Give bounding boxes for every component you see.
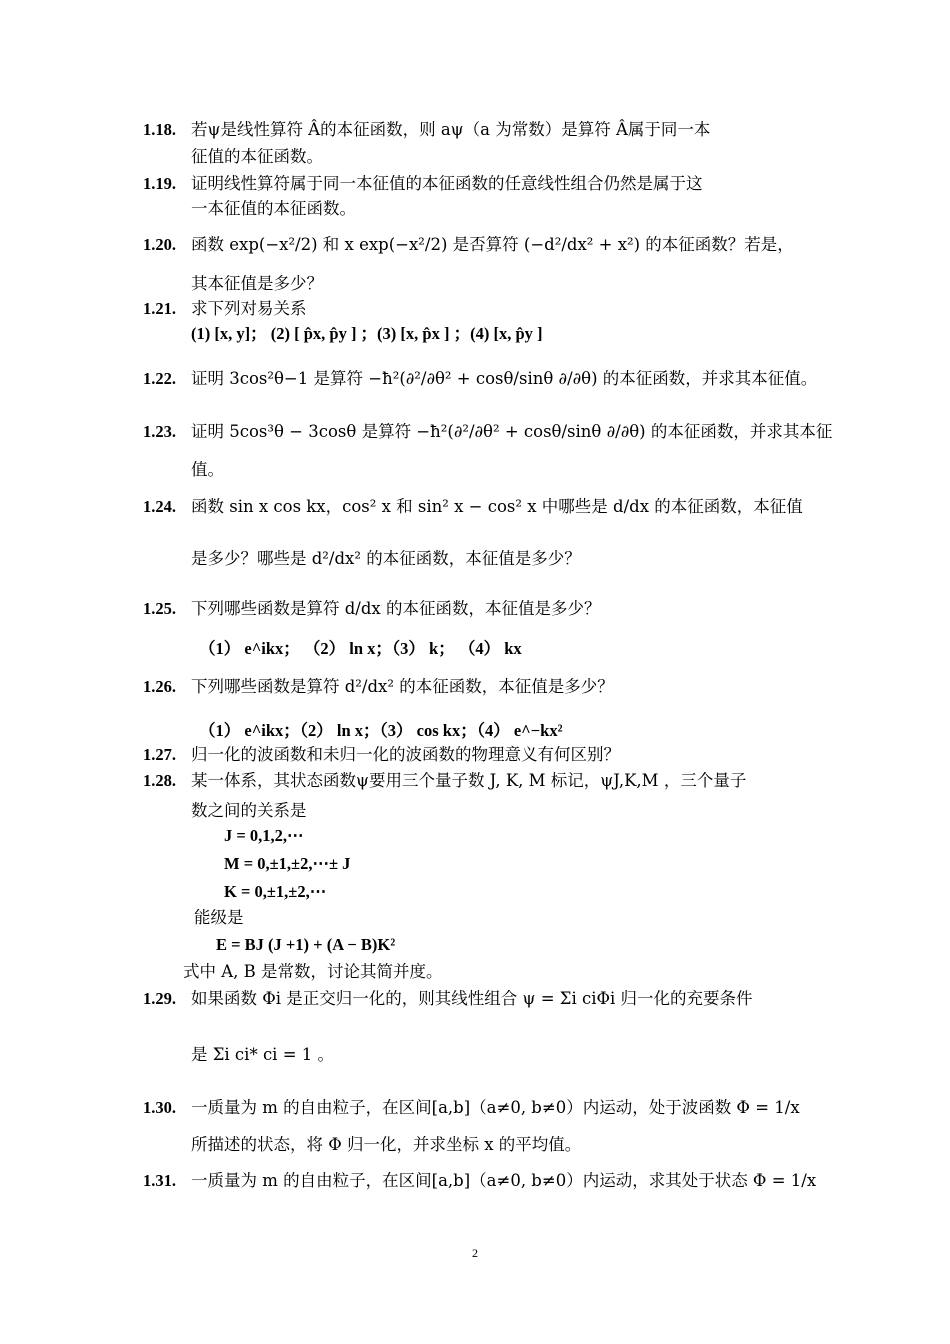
problem-1-23: 1.23. 证明 5cos³θ − 3cosθ 是算符 −ħ²(∂²/∂θ² + cosθ/sinθ ∂/∂θ) 的本征函数，并求其本征	[143, 422, 833, 441]
problem-1-20: 1.20. 函数 exp(−x²/2) 和 x exp(−x²/2) 是否算符 (−d²/dx² + x²) 的本征函数？若是，	[143, 235, 794, 254]
problem-1-26: 1.26. 下列哪些函数是算符 d²/dx² 的本征函数，本征值是多少？	[143, 677, 614, 696]
problem-1-25-line-2: （1） e^ikx； （2） ln x；（3） k； （4） kx	[199, 639, 522, 658]
problem-1-18-line-2: 征值的本征函数。	[191, 147, 323, 166]
problem-1-21-line-2: (1) [x, y]； (2) [ p̂x, p̂y ] ；(3) [x, p̂x ] ；(4) [x, p̂y ]	[191, 324, 543, 343]
problem-1-22: 1.22. 证明 3cos²θ−1 是算符 −ħ²(∂²/∂θ² + cosθ/sinθ ∂/∂θ) 的本征函数，并求其本征值。	[143, 369, 818, 388]
problem-1-25-line-1: 下列哪些函数是算符 d/dx 的本征函数，本征值是多少？	[191, 599, 601, 618]
problem-1-30: 1.30. 一质量为 m 的自由粒子，在区间[a,b]（a≠0, b≠0）内运动，处于波函数 Φ = 1/x	[143, 1098, 800, 1117]
problem-1-28-line-1: 某一体系，其状态函数ψ要用三个量子数 J, K, M 标记，ψJ,K,M ，三个量子	[191, 771, 747, 790]
problem-1-27-line-1: 归一化的波函数和未归一化的波函数的物理意义有何区别？	[191, 745, 620, 764]
problem-1-28-line-2: 数之间的关系是	[191, 801, 307, 820]
problem-1-21: 1.21. 求下列对易关系	[143, 299, 307, 318]
problem-1-23-line-2: 值。	[191, 460, 224, 479]
problem-1-30-line-2: 所描述的状态，将 Φ 归一化，并求坐标 x 的平均值。	[191, 1135, 582, 1154]
problem-1-29-line-1: 如果函数 Φi 是正交归一化的，则其线性组合 ψ = Σi ciΦi 归一化的充要条件	[191, 989, 753, 1008]
problem-1-20-line-1: 函数 exp(−x²/2) 和 x exp(−x²/2) 是否算符 (−d²/dx² + x²) 的本征函数？若是，	[191, 235, 794, 254]
problem-1-28-eq-energy: E = BJ (J +1) + (A − B)K²	[216, 935, 396, 954]
problem-1-29: 1.29. 如果函数 Φi 是正交归一化的，则其线性组合 ψ = Σi ciΦi 归一化的充要条件	[143, 989, 753, 1008]
problem-1-27: 1.27. 归一化的波函数和未归一化的波函数的物理意义有何区别？	[143, 745, 620, 764]
problem-1-25: 1.25. 下列哪些函数是算符 d/dx 的本征函数，本征值是多少？	[143, 599, 601, 618]
problem-1-18-line-1: 若ψ是线性算符 Â的本征函数，则 aψ（a 为常数）是算符 Â属于同一本	[191, 120, 711, 139]
problem-1-20-line-2: 其本征值是多少？	[191, 274, 323, 293]
problem-1-28-eq-k: K = 0,±1,±2,⋯	[224, 882, 327, 901]
problem-1-31: 1.31. 一质量为 m 的自由粒子，在区间[a,b]（a≠0, b≠0）内运动，求其处于状态 Φ = 1/x	[143, 1171, 817, 1190]
problem-1-28: 1.28. 某一体系，其状态函数ψ要用三个量子数 J, K, M 标记，ψJ,K,M ，三个量子	[143, 771, 747, 790]
problem-1-18: 1.18. 若ψ是线性算符 Â的本征函数，则 aψ（a 为常数）是算符 Â属于同一本	[143, 120, 711, 139]
problem-1-28-line-energy-label: 能级是	[194, 908, 244, 927]
problem-1-30-line-1: 一质量为 m 的自由粒子，在区间[a,b]（a≠0, b≠0）内运动，处于波函数 Φ = 1/x	[191, 1098, 800, 1117]
problem-1-22-line-1: 证明 3cos²θ−1 是算符 −ħ²(∂²/∂θ² + cosθ/sinθ ∂/∂θ) 的本征函数，并求其本征值。	[191, 369, 818, 388]
problem-1-21-line-1: 求下列对易关系	[191, 299, 307, 318]
problem-1-19-line-1: 证明线性算符属于同一本征值的本征函数的任意线性组合仍然是属于这	[191, 174, 703, 193]
problem-1-19-line-2: 一本征值的本征函数。	[191, 199, 356, 218]
problem-1-28-eq-m: M = 0,±1,±2,⋯± J	[224, 854, 351, 873]
problem-1-24: 1.24. 函数 sin x cos kx，cos² x 和 sin² x − cos² x 中哪些是 d/dx 的本征函数，本征值	[143, 497, 803, 516]
problem-1-26-line-1: 下列哪些函数是算符 d²/dx² 的本征函数，本征值是多少？	[191, 677, 614, 696]
problem-1-19: 1.19. 证明线性算符属于同一本征值的本征函数的任意线性组合仍然是属于这	[143, 174, 703, 193]
problem-1-29-line-2: 是 Σi ci* ci = 1 。	[191, 1045, 335, 1064]
problem-1-24-line-2: 是多少？哪些是 d²/dx² 的本征函数，本征值是多少？	[191, 549, 581, 568]
problem-1-23-line-1: 证明 5cos³θ − 3cosθ 是算符 −ħ²(∂²/∂θ² + cosθ/sinθ ∂/∂θ) 的本征函数，并求其本征	[191, 422, 833, 441]
problem-1-24-line-1: 函数 sin x cos kx，cos² x 和 sin² x − cos² x 中哪些是 d/dx 的本征函数，本征值	[191, 497, 803, 516]
problem-1-26-line-2: （1） e^ikx；（2） ln x；（3） cos kx；（4） e^−kx²	[199, 721, 563, 740]
problem-1-28-eq-j: J = 0,1,2,⋯	[224, 826, 304, 845]
problem-1-31-line-1: 一质量为 m 的自由粒子，在区间[a,b]（a≠0, b≠0）内运动，求其处于状态 Φ = 1/x	[191, 1171, 817, 1190]
problem-1-28-line-last: 式中 A, B 是常数，讨论其简并度。	[183, 962, 443, 981]
page-number: 2	[472, 1246, 478, 1260]
